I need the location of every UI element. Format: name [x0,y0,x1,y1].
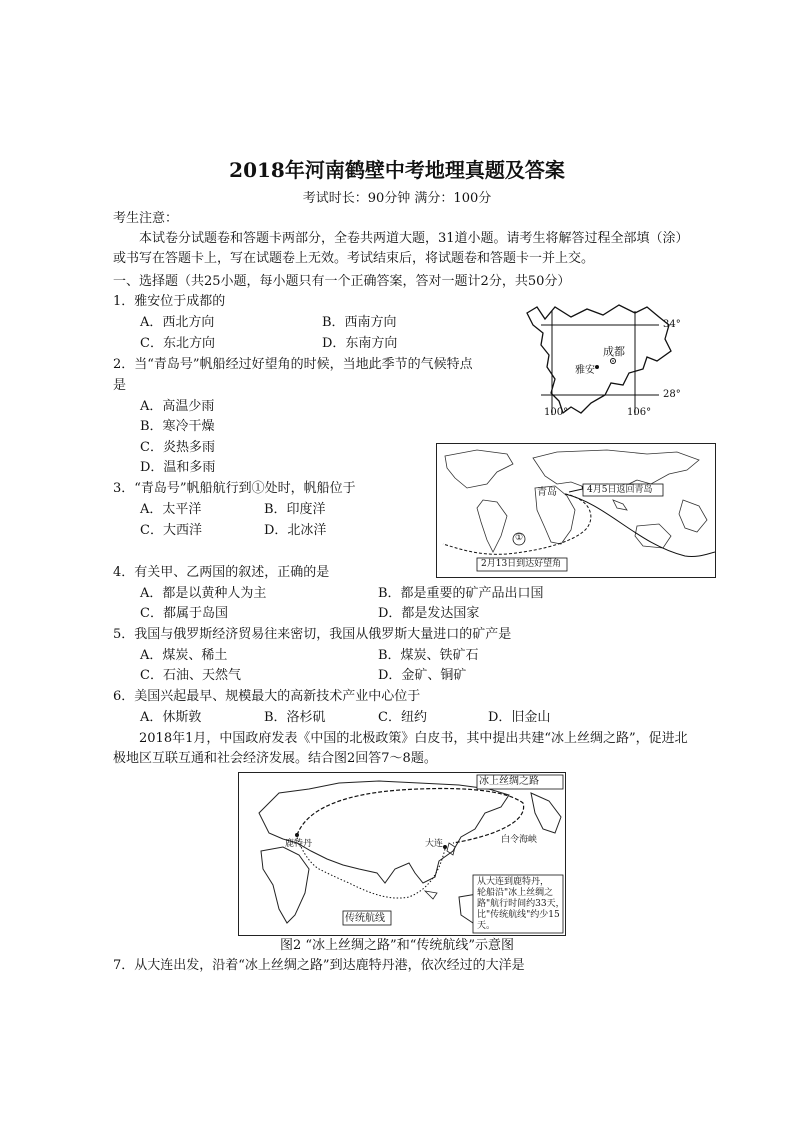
lat-34-label: 34° [663,319,681,330]
q5-option-c[interactable]: C．石油、天然气 [140,668,241,683]
question-2-stem-cont: 是 [113,378,127,393]
q2-option-c[interactable]: C．炎热多雨 [140,440,215,455]
route-note-line: 轮船沿"冰上丝绸之 [477,888,554,898]
dalian-label: 大连 [425,839,444,849]
question-7-stem: 7．从大连出发，沿着“冰上丝绸之路”到达鹿特丹港，依次经过的大洋是 [113,958,525,973]
q2-option-d[interactable]: D．温和多雨 [140,460,216,475]
ice-silk-road-label: 冰上丝绸之路 [479,776,539,787]
page-title: 2018年河南鹤壁中考地理真题及答案 [229,158,565,182]
q4-option-a[interactable]: A．都是以黄种人为主 [140,586,267,601]
route-note-line: 天。 [477,921,496,931]
lon-106-label: 106° [627,407,652,418]
return-date-label: 4月5日返回青岛 [587,485,653,495]
question-5-stem: 5．我国与俄罗斯经济贸易往来密切，我国从俄罗斯大量进口的矿产是 [113,627,512,642]
section-heading: 一、选择题（共25小题，每小题只有一个正确答案，答对一题计2分，共50分） [113,274,571,289]
q6-option-b[interactable]: B．洛杉矶 [264,710,326,725]
marker-1: ① [515,533,524,543]
q3-option-d[interactable]: D．北冰洋 [264,523,327,538]
route-note-line: 从大连到鹿特丹， [477,877,550,887]
traditional-route-label: 传统航线 [345,913,385,924]
question-1-stem: 1．雅安位于成都的 [113,294,226,309]
exam-info: 考试时长：90分钟 满分：100分 [302,191,492,206]
q3-option-a[interactable]: A．太平洋 [140,502,202,517]
q1-option-b[interactable]: B．西南方向 [322,315,397,330]
q6-option-a[interactable]: A．休斯敦 [140,710,202,725]
q4-option-b[interactable]: B．都是重要的矿产品出口国 [378,586,544,601]
yaan-label: 雅安 [575,365,595,376]
route-note-line: 比"传统航线"约少15 [477,910,560,920]
question-2-stem: 2．当“青岛号”帆船经过好望角的时候，当地此季节的气候特点 [113,357,473,372]
lat-28-label: 28° [663,389,681,400]
route-note-line: 路"航行时间约33天， [477,899,565,909]
q6-option-d[interactable]: D．旧金山 [488,710,551,725]
q3-option-c[interactable]: C．大西洋 [140,523,202,538]
bering-strait-label: 白令海峡 [501,835,538,845]
rotterdam-label: 鹿特丹 [285,839,313,849]
lon-100-label: 100° [544,407,569,418]
q1-option-a[interactable]: A．西北方向 [140,315,215,330]
route-note [477,877,565,932]
q5-option-b[interactable]: B．煤炭、铁矿石 [378,648,479,663]
q1-option-d[interactable]: D．东南方向 [322,336,398,351]
notice-text: 本试卷分试题卷和答题卡两部分，全卷共两道大题，31道小题。请考生将解答过程全部填（涂）或书写在答题卡上，写在试题卷上无效。考试结束后，将试题卷和答题卡一并上交。 [113,231,689,266]
cape-date-label: 2月13日到达好望角 [481,559,562,569]
q5-option-d[interactable]: D．金矿、铜矿 [378,668,467,683]
question-4-stem: 4．有关甲、乙两国的叙述，正确的是 [113,565,330,580]
q5-option-a[interactable]: A．煤炭、稀土 [140,648,228,663]
map-sichuan [519,303,685,419]
q1-option-c[interactable]: C．东北方向 [140,336,215,351]
q6-option-c[interactable]: C．纽约 [378,710,427,725]
chengdu-label: 成都 [603,345,625,358]
question-6-stem: 6．美国兴起最早、规模最大的高新技术产业中心位于 [113,689,421,704]
map-ice-silk-road [238,772,566,936]
q2-option-b[interactable]: B．寒冷干燥 [140,419,215,434]
q2-option-a[interactable]: A．高温少雨 [140,399,215,414]
notice-heading: 考生注意： [113,211,179,226]
map-world-route [436,443,716,578]
question-3-stem: 3．“青岛号”帆船航行到①处时，帆船位于 [113,481,356,496]
q4-option-c[interactable]: C．都属于岛国 [140,606,228,621]
figure-caption: 图2 “冰上丝绸之路”和“传统航线”示意图 [280,938,514,953]
q4-option-d[interactable]: D．都是发达国家 [378,606,480,621]
qingdao-label: 青岛 [537,487,557,498]
q3-option-b[interactable]: B．印度洋 [264,502,326,517]
passage-text: 2018年1月，中国政府发表《中国的北极政策》白皮书，其中提出共建“冰上丝绸之路”，促进北极地区互联互通和社会经济发展。结合图2回答7～8题。 [113,731,688,766]
